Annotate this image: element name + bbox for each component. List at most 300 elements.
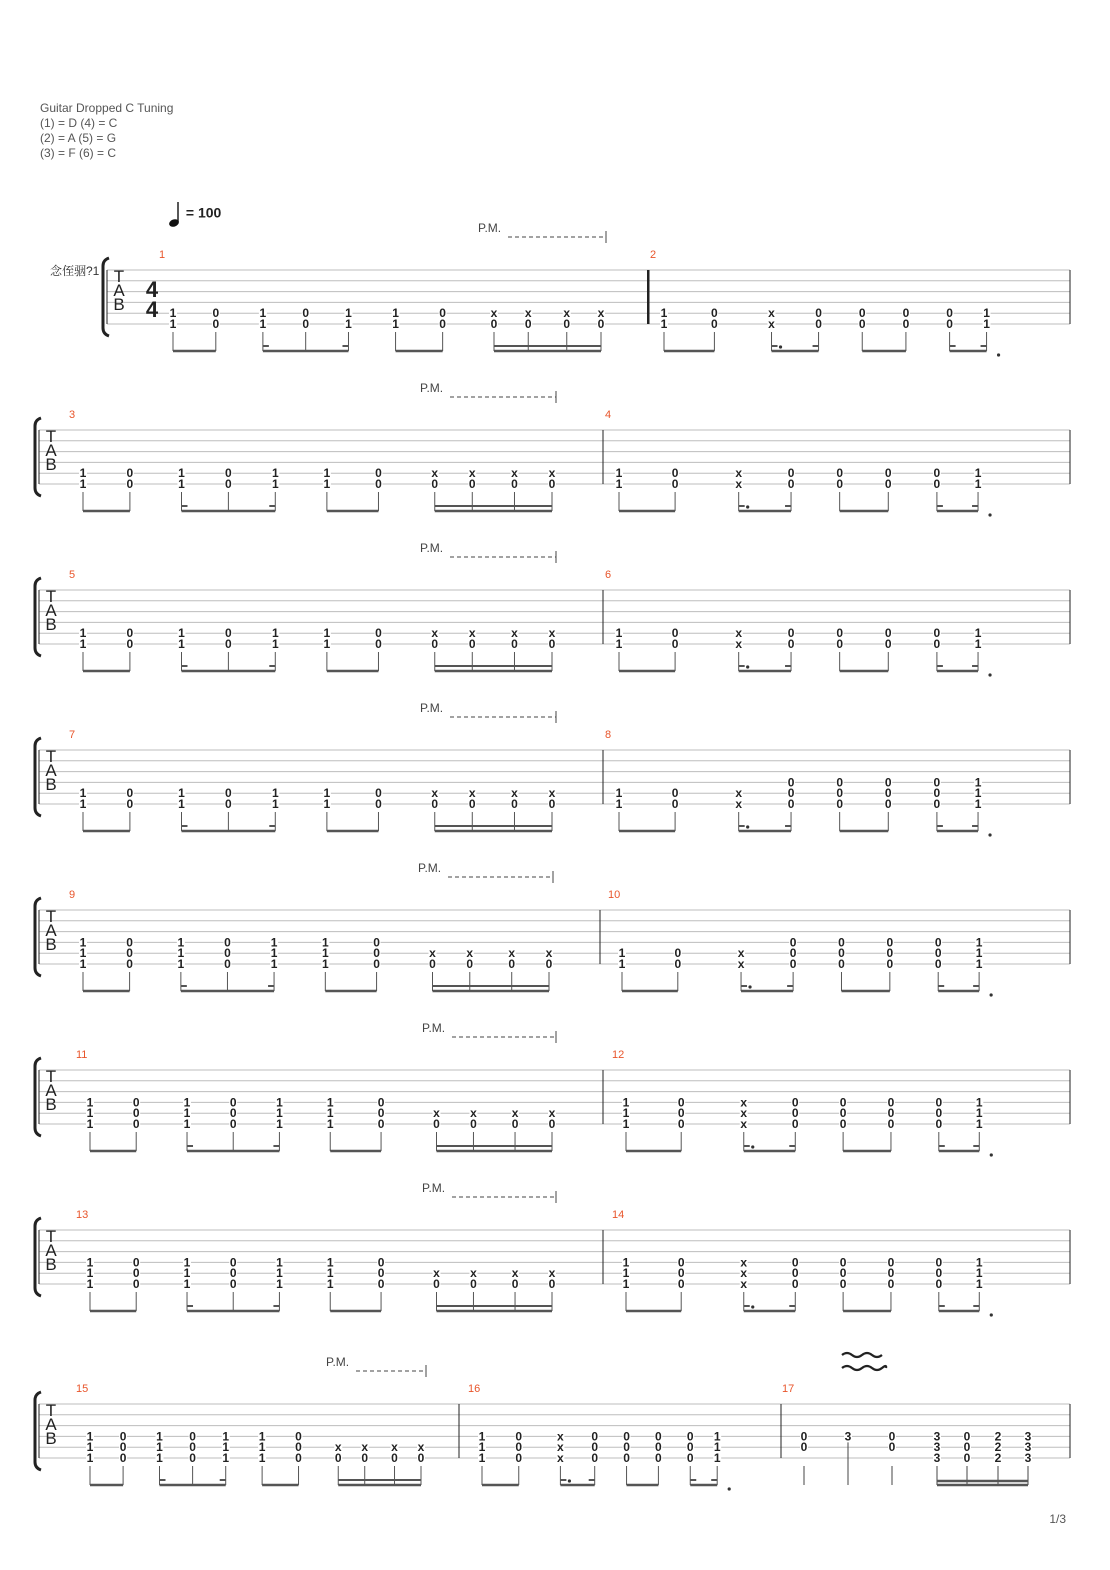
fret-number: 0 [439,317,446,331]
fret-number: 0 [836,626,844,641]
fret-number: 0 [375,626,382,641]
fret-number: 0 [888,1440,896,1455]
tuning-line: (1) = D (4) = C [40,116,118,130]
fret-number: 0 [132,1266,140,1281]
fret-number: x [391,1440,398,1455]
fret-number: x [768,306,775,321]
measure-number: 11 [76,1049,88,1061]
fret-number: 1 [615,626,623,641]
fret-number: 1 [276,1255,283,1270]
fret-number: 1 [326,1255,334,1270]
fret-number: 1 [79,466,87,481]
fret-number: 0 [225,477,232,491]
tab-clef-letter: B [45,615,57,634]
fret-number: 2 [994,1440,1002,1455]
fret-number: 1 [183,1255,191,1270]
fret-number: x [735,637,743,651]
tab-clef-letter: B [45,935,57,954]
fret-number: 1 [975,1277,983,1291]
fret-number: 0 [791,1117,799,1131]
fret-number: x [737,946,745,961]
fret-number: 0 [189,1440,196,1455]
fret-number: 1 [713,1429,721,1444]
fret-number: 0 [933,786,941,801]
tab-system [103,231,1070,357]
fret-number: x [735,626,743,641]
fret-number: 1 [177,957,185,971]
fret-number: 1 [79,957,87,971]
fret-number: x [334,1440,342,1455]
fret-number: 1 [86,1266,94,1281]
tab-clef-letter: A [45,1415,57,1434]
tab-system [35,1031,1070,1157]
fret-number: x [557,1440,564,1455]
fret-number: 3 [933,1429,941,1444]
fret-number: 3 [933,1451,941,1465]
fret-number: 0 [839,1255,847,1270]
fret-number: 1 [222,1440,230,1455]
fret-number: 0 [836,477,844,491]
fret-number: 0 [800,1440,808,1455]
fret-number: 0 [789,946,797,961]
fret-number: 1 [271,786,279,801]
fret-number: 1 [183,1266,191,1281]
fret-number: 0 [671,786,679,801]
measure-number: 1 [159,249,166,261]
fret-number: 0 [377,1266,385,1281]
fret-number: x [511,626,518,641]
fret-number: 1 [618,946,626,961]
fret-number: 0 [677,1095,685,1110]
measure-number: 13 [76,1209,89,1221]
fret-number: x [735,797,743,811]
fret-number: 1 [392,306,399,321]
fret-number: 1 [478,1429,486,1444]
fret-number: 0 [623,1451,630,1465]
fret-number: 0 [677,1255,685,1270]
fret-number: x [511,1106,519,1121]
vibrato-icon [842,1366,886,1370]
fret-number: 0 [511,1117,519,1131]
fret-number: 1 [323,797,331,811]
fret-number: 0 [548,637,556,651]
fret-number: 1 [86,1117,94,1131]
fret-number: 0 [884,637,892,651]
fret-number: 0 [224,935,231,950]
fret-number: 0 [677,1117,685,1131]
fret-number: 0 [212,317,220,331]
tab-system [35,1353,1070,1491]
fret-number: 0 [126,786,134,801]
fret-number: 0 [935,1266,943,1281]
fret-number: 0 [132,1106,140,1121]
fret-number: 0 [677,1106,685,1121]
fret-number: 0 [126,957,133,971]
fret-number: 1 [323,626,331,641]
fret-number: 1 [271,477,279,491]
fret-number: x [511,1266,519,1281]
fret-number: 1 [975,946,983,961]
fret-number: 0 [470,1277,477,1291]
fret-number: 1 [86,1277,94,1291]
fret-number: 0 [225,786,232,801]
fret-number: 2 [994,1451,1002,1465]
fret-number: 0 [490,317,498,331]
fret-number: 1 [622,1277,630,1291]
fret-number: 0 [674,957,682,971]
fret-number: 0 [548,1277,556,1291]
fret-number: 0 [884,477,892,491]
fret-number: 0 [836,775,844,790]
fret-number: 0 [655,1429,662,1444]
fret-number: x [470,1106,477,1121]
fret-number: 0 [524,317,532,331]
measure-number: 2 [650,249,657,261]
fret-number: x [431,786,439,801]
fret-number: 0 [933,477,941,491]
fret-number: 0 [787,477,795,491]
tab-clef-letter: T [45,1401,57,1420]
fret-number: 0 [887,1255,895,1270]
fret-number: 0 [623,1429,630,1444]
fret-number: 0 [545,957,553,971]
fret-number: x [548,1106,556,1121]
fret-number: 0 [791,1106,799,1121]
fret-number: 0 [787,786,795,801]
track-name: 念侄骃?1 [50,264,100,278]
fret-number: 0 [800,1429,808,1444]
fret-number: x [361,1440,369,1455]
fret-number: 1 [660,317,668,331]
fret-number: 0 [302,317,310,331]
fret-number: 1 [974,477,982,491]
fret-number: 1 [79,477,87,491]
fret-number: 1 [156,1429,163,1444]
fret-number: 1 [79,797,87,811]
fret-number: 1 [713,1451,721,1465]
fret-number: 0 [671,626,679,641]
fret-number: 0 [933,626,941,641]
fret-number: x [740,1266,748,1281]
fret-number: 0 [858,306,866,321]
fret-number: 1 [222,1429,230,1444]
fret-number: 0 [838,935,845,950]
fret-number: 0 [836,466,844,481]
fret-number: 2 [994,1429,1002,1444]
fret-number: 0 [787,626,795,641]
fret-number: 1 [271,637,279,651]
fret-number: 0 [126,935,133,950]
tab-clef-letter: B [45,775,57,794]
fret-number: x [433,1106,440,1121]
palm-mute-label: P.M. [418,861,442,875]
rhythm-dot [751,1305,754,1308]
fret-number: x [466,946,474,961]
fret-number: 0 [886,946,894,961]
fret-number: x [508,946,516,961]
fret-number: 0 [433,1277,440,1291]
fret-number: x [740,1117,748,1131]
fret-number: 0 [515,1429,523,1444]
fret-number: 0 [511,637,518,651]
fret-number: 1 [392,317,399,331]
fret-number: 3 [1024,1429,1032,1444]
fret-number: 0 [887,1266,895,1281]
measure-number: 4 [605,409,612,421]
fret-number: x [431,466,439,481]
fret-number: 0 [839,1277,847,1291]
fret-number: 1 [326,1266,334,1281]
fret-number: 1 [276,1117,283,1131]
fret-number: x [735,786,743,801]
fret-number: 0 [375,786,382,801]
rhythm-dot [997,353,1000,356]
fret-number: x [548,1266,556,1281]
fret-number: 0 [935,1277,943,1291]
fret-number: 0 [677,1277,685,1291]
fret-number: 1 [178,797,185,811]
fret-number: 0 [934,946,942,961]
fret-number: 0 [839,1095,847,1110]
fret-number: 0 [229,1117,237,1131]
fret-number: 0 [887,1277,895,1291]
fret-number: 1 [183,1277,191,1291]
fret-number: 0 [375,466,382,481]
measure-number: 12 [612,1049,625,1061]
fret-number: 1 [323,477,331,491]
fret-number: 0 [886,957,894,971]
fret-number: 0 [295,1440,302,1455]
fret-number: 0 [671,466,679,481]
fret-number: 0 [623,1440,630,1455]
fret-number: 0 [888,1429,896,1444]
fret-number: 1 [326,1095,334,1110]
fret-number: 1 [321,935,329,950]
fret-number: 1 [478,1451,486,1465]
fret-number: 0 [377,1255,385,1270]
fret-number: 1 [615,637,623,651]
fret-number: 1 [79,786,87,801]
fret-number: 1 [983,317,990,331]
fret-number: 3 [1024,1451,1032,1465]
fret-number: 0 [229,1277,237,1291]
fret-number: 0 [431,797,439,811]
fret-number: 1 [622,1095,630,1110]
fret-number: 0 [963,1440,971,1455]
fret-number: 0 [815,317,822,331]
measure-number: 16 [468,1383,481,1395]
fret-number: 0 [933,797,941,811]
fret-number: 0 [686,1429,694,1444]
fret-number: 1 [271,797,279,811]
fret-number: 0 [391,1451,398,1465]
fret-number: 0 [933,637,941,651]
measure-number: 10 [608,889,621,901]
fret-number: 1 [323,466,331,481]
fret-number: 0 [189,1451,196,1465]
fret-number: x [524,306,532,321]
fret-number: 0 [126,477,134,491]
rhythm-dot [751,1145,754,1148]
fret-number: 1 [276,1266,283,1281]
rhythm-dot [990,1153,993,1156]
fret-number: 0 [466,957,474,971]
fret-number: x [417,1440,425,1455]
fret-number: 0 [439,306,446,321]
fret-number: 1 [271,626,279,641]
fret-number: 1 [974,797,982,811]
fret-number: 0 [563,317,571,331]
fret-number: 0 [295,1451,302,1465]
fret-number: 1 [983,306,990,321]
fret-number: 0 [711,306,718,321]
fret-number: 1 [258,1429,266,1444]
fret-number: 0 [789,935,797,950]
fret-number: 0 [229,1106,237,1121]
fret-number: 0 [933,775,941,790]
fret-number: 0 [508,957,516,971]
fret-number: 0 [677,1266,685,1281]
rhythm-dot [746,505,749,508]
fret-number: 0 [429,957,436,971]
fret-number: 0 [375,797,382,811]
fret-number: 0 [431,637,439,651]
fret-number: x [429,946,436,961]
tab-clef-letter: T [113,267,125,286]
fret-number: x [468,626,476,641]
fret-number: 1 [975,1095,983,1110]
tab-clef-letter: A [45,761,57,780]
fret-number: 0 [902,317,910,331]
fret-number: 0 [671,477,679,491]
fret-number: 0 [334,1451,342,1465]
fret-number: 0 [884,797,892,811]
fret-number: 1 [615,797,623,811]
fret-number: 0 [935,1117,943,1131]
fret-number: 0 [433,1117,440,1131]
fret-number: 0 [935,1255,943,1270]
palm-mute-label: P.M. [326,1355,350,1369]
measure-number: 3 [69,409,76,421]
tuning-title: Guitar Dropped C Tuning [40,101,174,115]
fret-number: 0 [839,1266,847,1281]
fret-number: 0 [224,946,231,961]
fret-number: x [597,306,605,321]
fret-number: 0 [886,935,894,950]
fret-number: 0 [126,466,134,481]
fret-number: 0 [887,1106,895,1121]
measure-number: 15 [76,1383,89,1395]
fret-number: 0 [126,626,134,641]
palm-mute-label: P.M. [420,541,444,555]
fret-number: 0 [934,935,942,950]
fret-number: 0 [836,637,844,651]
fret-number: 1 [615,477,623,491]
fret-number: 0 [373,946,380,961]
fret-number: x [735,477,743,491]
fret-number: 1 [79,935,87,950]
fret-number: 0 [836,786,844,801]
fret-number: 0 [468,797,476,811]
fret-number: 1 [478,1440,486,1455]
fret-number: 0 [787,466,795,481]
fret-number: x [433,1266,440,1281]
tab-clef-letter: B [45,1095,57,1114]
fret-number: 0 [591,1440,599,1455]
fret-number: 3 [933,1440,941,1455]
fret-number: 0 [791,1266,799,1281]
fret-number: 0 [126,637,134,651]
fret-number: 0 [674,946,682,961]
fret-number: 0 [791,1095,799,1110]
fret-number: 1 [86,1429,94,1444]
fret-number: 1 [222,1451,230,1465]
fret-number: 0 [225,637,232,651]
tab-clef-letter: T [45,907,57,926]
fret-number: 1 [276,1095,283,1110]
tab-system [35,711,1070,837]
fret-number: 0 [511,477,518,491]
fret-number: 0 [686,1451,694,1465]
tab-clef-letter: A [45,1081,57,1100]
fret-number: 0 [375,477,382,491]
fret-number: 0 [377,1106,385,1121]
measure-number: 17 [782,1383,795,1395]
tab-system [35,551,1070,677]
fret-number: 1 [622,1266,630,1281]
fret-number: 0 [884,775,892,790]
fret-number: x [490,306,498,321]
fret-number: 1 [660,306,668,321]
fret-number: 0 [787,797,795,811]
fret-number: 0 [839,1117,847,1131]
fret-number: 1 [178,466,185,481]
fret-number: 0 [431,477,439,491]
fret-number: x [740,1277,748,1291]
fret-number: x [431,626,439,641]
fret-number: 1 [178,626,185,641]
fret-number: 0 [671,637,679,651]
fret-number: x [468,466,476,481]
fret-number: x [557,1429,564,1444]
fret-number: 1 [276,1277,283,1291]
fret-number: 0 [671,797,679,811]
fret-number: 1 [974,786,982,801]
fret-number: 0 [963,1429,971,1444]
fret-number: 0 [686,1440,694,1455]
fret-number: 0 [511,1277,519,1291]
fret-number: 1 [323,786,331,801]
fret-number: 0 [229,1255,237,1270]
fret-number: 1 [178,786,185,801]
fret-number: 1 [321,957,329,971]
fret-number: 1 [86,1440,94,1455]
fret-number: 0 [787,775,795,790]
fret-number: 0 [126,797,134,811]
palm-mute-label: P.M. [420,381,444,395]
fret-number: 1 [258,1451,266,1465]
fret-number: 1 [169,317,177,331]
fret-number: 0 [791,1255,799,1270]
measure-number: 5 [69,569,76,581]
fret-number: 0 [548,477,556,491]
tab-clef-letter: T [45,747,57,766]
fret-number: 0 [119,1440,127,1455]
fret-number: 0 [548,797,556,811]
fret-number: 0 [655,1451,662,1465]
fret-number: 0 [935,1095,943,1110]
fret-number: 0 [126,946,133,961]
